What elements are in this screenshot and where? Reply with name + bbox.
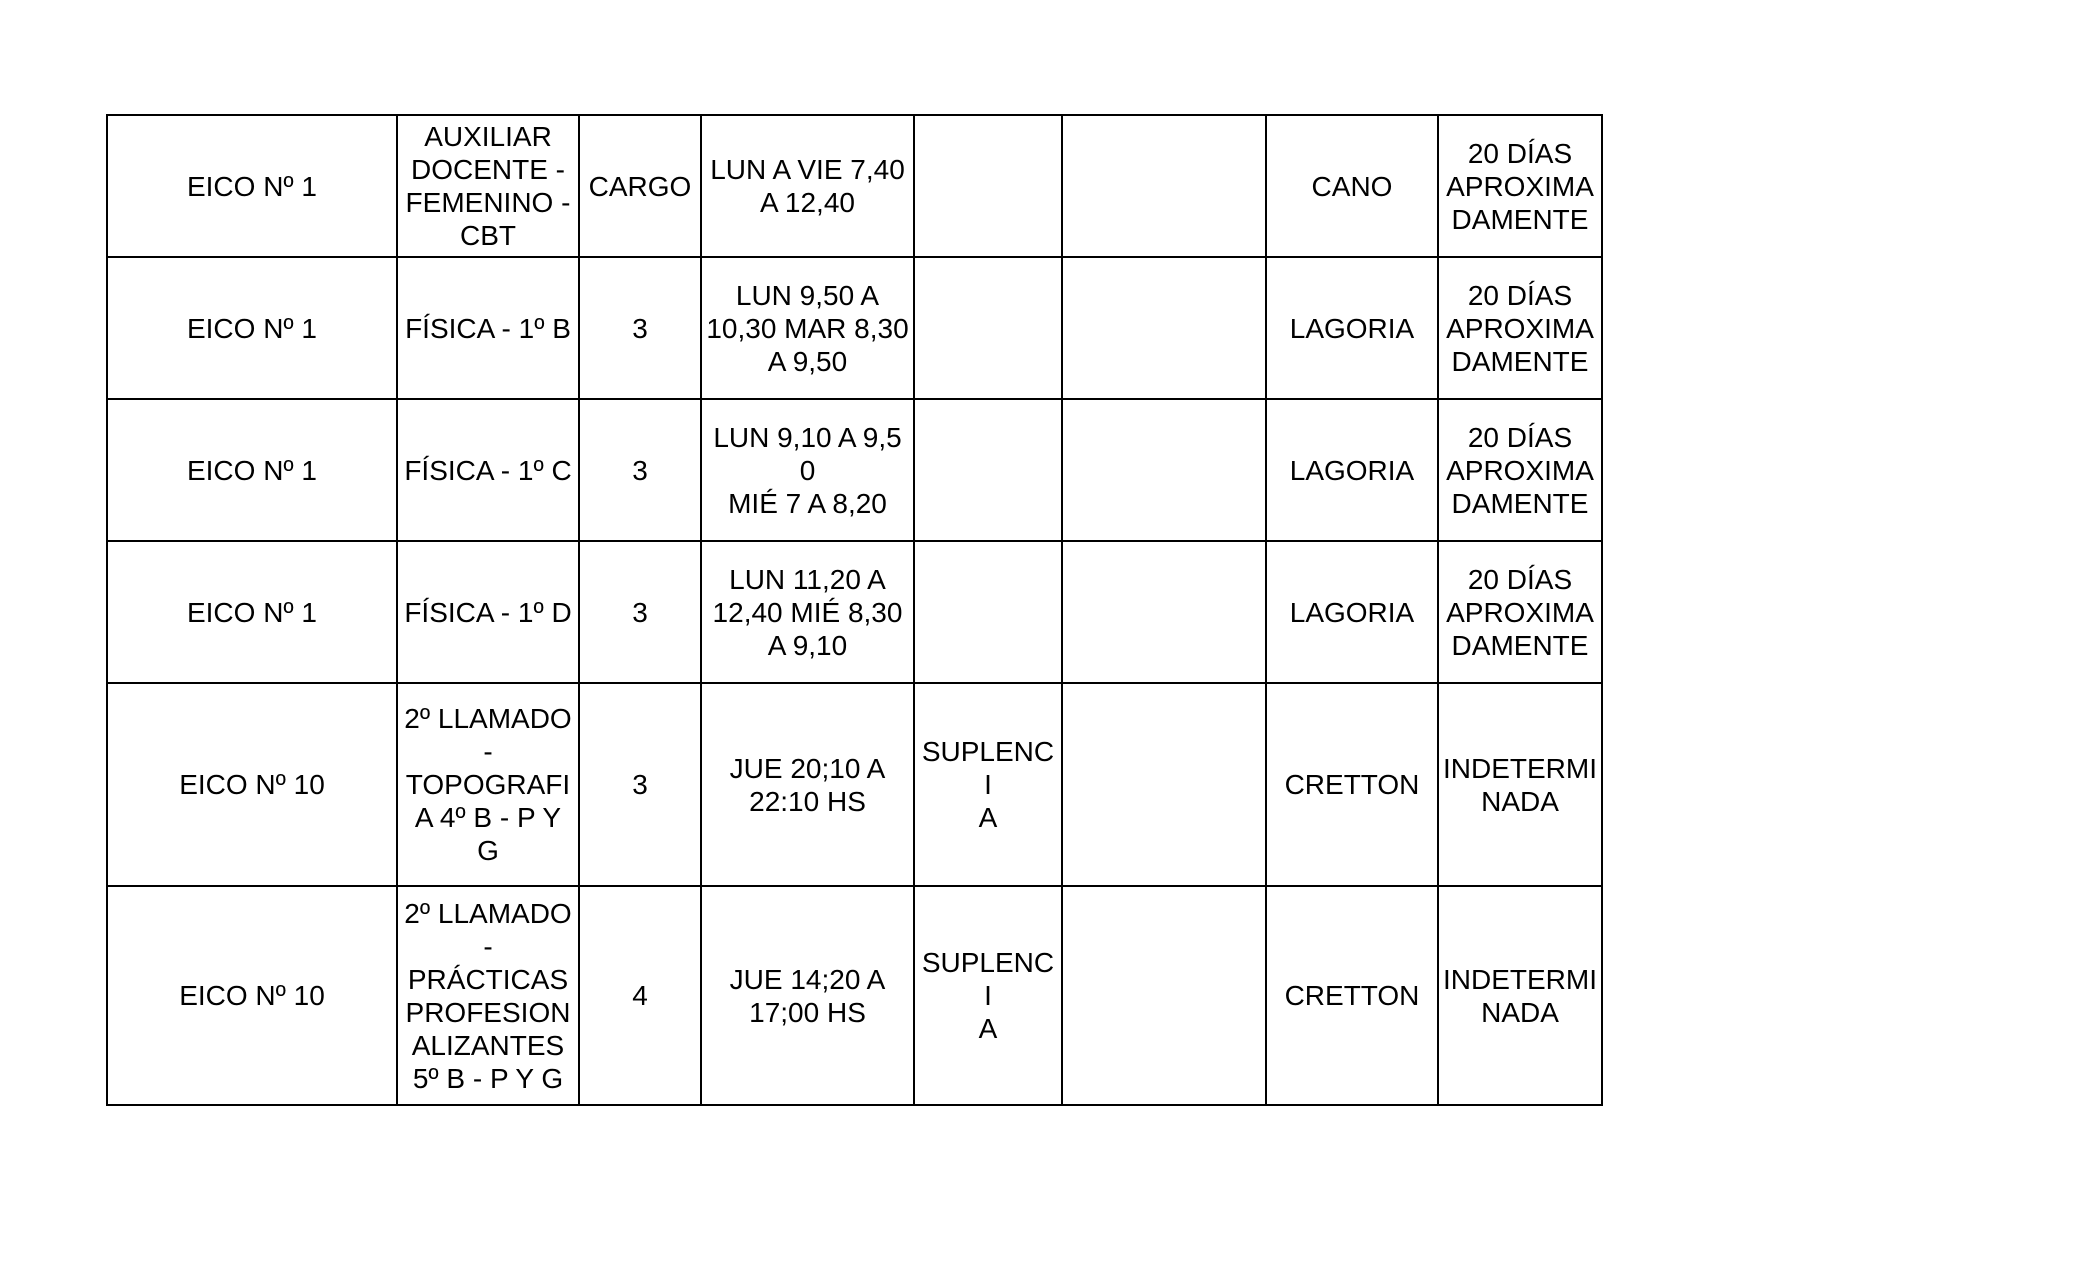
empty-cell [1062, 257, 1266, 399]
type-cell [914, 541, 1062, 683]
cell-text-line: JUE 14;20 A [729, 963, 886, 995]
cell-text-line: A 9,10 [767, 629, 848, 661]
cell-text-line: FEMENINO - [405, 187, 571, 218]
cell-text-line: INDETERMI [1443, 963, 1597, 995]
table-row [107, 115, 1602, 257]
school-cell [107, 886, 397, 1105]
cell-text-line: CRETTON [1284, 980, 1420, 1011]
cell-text-line: EICO Nº 1 [186, 454, 318, 486]
cell-text-line: DOCENTE - [411, 154, 565, 185]
cell-text-line: LUN 11,20 A [729, 563, 886, 595]
cell-text-line: SUPLENCI [921, 947, 1055, 1011]
cell-text-line: EICO Nº 1 [186, 170, 318, 202]
duration-cell [1438, 683, 1602, 886]
cell-text-line: AUXILIAR [424, 121, 552, 152]
teacher-cell [1266, 257, 1438, 399]
cell-text-line: LAGORIA [1289, 312, 1415, 344]
cell-text-line: DAMENTE [1451, 629, 1589, 661]
cell-text-line: DAMENTE [1451, 203, 1589, 235]
schedule-cell [701, 115, 914, 257]
cell-text-line: 3 [632, 312, 648, 344]
cell-text-line: PRÁCTICAS [407, 963, 569, 995]
cell-text-line: PROFESION [405, 996, 571, 1028]
schedule-cell [701, 886, 914, 1105]
subject-cell [397, 257, 579, 399]
teacher-cell [1266, 886, 1438, 1105]
cell-text-line: NADA [1481, 785, 1559, 817]
cell-text-line: 4 [632, 980, 648, 1011]
school-cell [107, 115, 397, 257]
cell-text-line: TOPOGRAFI [405, 769, 571, 800]
type-cell [914, 399, 1062, 541]
hours-cell [579, 257, 701, 399]
cell-text-line: 20 DÍAS [1467, 421, 1573, 453]
cell-text-line: 20 DÍAS [1467, 137, 1573, 169]
school-cell [107, 541, 397, 683]
cell-text-line: 22:10 HS [749, 785, 866, 817]
empty-cell [1062, 683, 1266, 886]
cell-text-line: CBT [460, 220, 516, 251]
cell-text-line: DAMENTE [1451, 345, 1589, 377]
teacher-cell [1266, 399, 1438, 541]
cell-text-line: EICO Nº 10 [179, 769, 325, 800]
table-row [107, 399, 1602, 541]
school-cell [107, 683, 397, 886]
teacher-cell [1266, 115, 1438, 257]
cell-text-line: EICO Nº 1 [186, 312, 318, 344]
table-row [107, 257, 1602, 399]
cell-text-line: 20 DÍAS [1467, 279, 1573, 311]
cell-text-line: 3 [632, 454, 648, 486]
subject-cell [397, 115, 579, 257]
cell-text-line: CANO [1311, 170, 1393, 202]
hours-cell [579, 886, 701, 1105]
empty-cell [1062, 399, 1266, 541]
hours-cell [579, 683, 701, 886]
cell-text-line: 12,40 MIÉ 8,30 [712, 596, 903, 628]
cell-text-line: CRETTON [1284, 769, 1420, 800]
cell-text-line: 20 DÍAS [1467, 563, 1573, 595]
empty-cell [1062, 886, 1266, 1105]
cell-text-line: 2º LLAMADO - [404, 897, 572, 962]
schedule-cell [701, 399, 914, 541]
cell-text-line: APROXIMA [1446, 170, 1594, 202]
cell-text-line: INDETERMI [1443, 752, 1597, 784]
table-body [107, 115, 1602, 1105]
subject-cell [397, 399, 579, 541]
empty-cell [1062, 541, 1266, 683]
cell-text-line: 17;00 HS [749, 996, 866, 1028]
cell-text-line: FÍSICA - 1º C [404, 454, 572, 486]
cell-text-line: EICO Nº 10 [179, 980, 325, 1011]
cell-text-line: A [978, 1013, 998, 1044]
cell-text-line: 10,30 MAR 8,30 [706, 312, 909, 344]
teacher-cell [1266, 683, 1438, 886]
table-row [107, 541, 1602, 683]
cell-text-line: NADA [1481, 996, 1559, 1028]
cell-text-line: FÍSICA - 1º D [404, 596, 572, 628]
hours-cell [579, 115, 701, 257]
cell-text-line: ALIZANTES [411, 1029, 565, 1061]
subject-cell [397, 541, 579, 683]
cell-text-line: 5º B - P Y G [412, 1062, 564, 1094]
subject-cell [397, 886, 579, 1105]
duration-cell [1438, 541, 1602, 683]
cell-text-line: APROXIMA [1446, 454, 1594, 486]
cell-text-line: CARGO [588, 170, 692, 202]
cell-text-line: LAGORIA [1289, 596, 1415, 628]
type-cell [914, 886, 1062, 1105]
cell-text-line: LUN 9,50 A [735, 279, 880, 311]
duration-cell [1438, 257, 1602, 399]
cell-text-line: G [477, 835, 499, 866]
cell-text-line: LAGORIA [1289, 454, 1415, 486]
school-cell [107, 399, 397, 541]
table-row [107, 683, 1602, 886]
cell-text-line: EICO Nº 1 [186, 596, 318, 628]
type-cell [914, 115, 1062, 257]
type-cell [914, 257, 1062, 399]
duration-cell [1438, 886, 1602, 1105]
cell-text-line: 3 [632, 596, 648, 628]
cell-text-line: LUN 9,10 A 9,50 [713, 421, 902, 486]
empty-cell [1062, 115, 1266, 257]
teacher-cell [1266, 541, 1438, 683]
cell-text-line: LUN A VIE 7,40 [710, 154, 905, 185]
cell-text-line: FÍSICA - 1º B [405, 312, 571, 344]
type-cell [914, 683, 1062, 886]
schedule-cell [701, 541, 914, 683]
cell-text-line: MIÉ 7 A 8,20 [728, 487, 887, 519]
hours-cell [579, 541, 701, 683]
schedule-cell [701, 683, 914, 886]
cell-text-line: JUE 20;10 A [729, 752, 886, 784]
cell-text-line: A 12,40 [760, 187, 855, 218]
school-cell [107, 257, 397, 399]
cell-text-line: SUPLENCI [921, 736, 1055, 800]
cell-text-line: 3 [632, 769, 648, 800]
cell-text-line: APROXIMA [1446, 596, 1594, 628]
vacancy-table [106, 114, 1603, 1106]
subject-cell [397, 683, 579, 886]
cell-text-line: A 4º B - P Y [414, 802, 562, 833]
cell-text-line: A 9,50 [767, 345, 848, 377]
cell-text-line: APROXIMA [1446, 312, 1594, 344]
hours-cell [579, 399, 701, 541]
duration-cell [1438, 399, 1602, 541]
schedule-cell [701, 257, 914, 399]
duration-cell [1438, 115, 1602, 257]
table-row [107, 886, 1602, 1105]
cell-text-line: A [978, 802, 998, 833]
cell-text-line: DAMENTE [1451, 487, 1589, 519]
cell-text-line: 2º LLAMADO - [404, 703, 572, 767]
